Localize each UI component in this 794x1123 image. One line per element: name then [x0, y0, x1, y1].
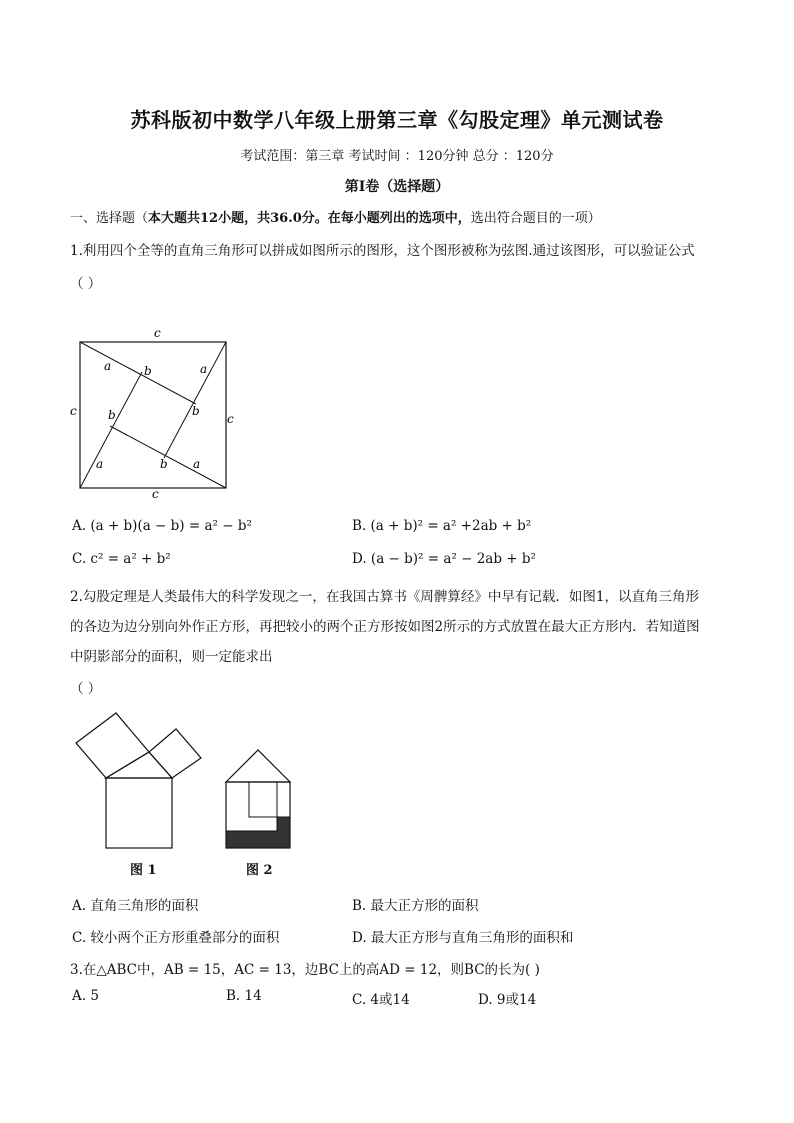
q1-option-a[interactable]: A. (a + b)(a − b) = a² − b²: [72, 518, 252, 534]
label-a-1: a: [104, 359, 112, 373]
label-a-4: a: [193, 457, 201, 471]
q3-option-c[interactable]: C. 4或14: [352, 992, 410, 1008]
label-c-left: c: [70, 404, 77, 418]
q2-stem-line2: 的各边为边分别向外作正方形，再把较小的两个正方形按如图2所示的方式放置在最大正方形内．若知道图: [70, 619, 700, 635]
section-bold: 本大题共12小题，共36.0分。在每小题列出的选项中，: [148, 211, 471, 226]
section-heading: [70, 207, 601, 226]
q2-figure-2-caption: 图 2: [246, 863, 273, 878]
q2-stem-line1: 2.勾股定理是人类最伟大的科学发现之一，在我国古算书《周髀算经》中早有记载．如图1，以直角三角形: [70, 589, 699, 605]
label-b-2: b: [192, 404, 200, 418]
exam-title: 苏科版初中数学八年级上册第三章《勾股定理》单元测试卷: [130, 108, 664, 132]
label-b-3: b: [108, 408, 116, 422]
q2-option-a[interactable]: A. 直角三角形的面积: [72, 898, 199, 914]
q1-option-d[interactable]: D. (a − b)² = a² − 2ab + b²: [352, 551, 536, 567]
section-prefix: 一、选择题（: [70, 211, 149, 226]
label-c-top: c: [154, 326, 161, 340]
section-suffix: 选出符合题目的一项）: [470, 211, 601, 226]
q3-option-b[interactable]: B. 14: [226, 988, 262, 1004]
label-a-2: a: [200, 362, 208, 376]
q2-option-b[interactable]: B. 最大正方形的面积: [352, 898, 479, 914]
q2-figure-2: [222, 745, 297, 855]
q2-paren: （ ）: [70, 681, 102, 697]
q1-option-b[interactable]: B. (a + b)² = a² +2ab + b²: [352, 518, 532, 534]
label-b-4: b: [160, 457, 168, 471]
q1-stem: 1.利用四个全等的直角三角形可以拼成如图所示的图形，这个图形被称为弦图.通过该图形，可以验证公式: [70, 243, 695, 259]
label-a-3: a: [96, 457, 104, 471]
q2-figure-1: [70, 705, 220, 853]
q3-option-d[interactable]: D. 9或14: [478, 992, 537, 1008]
q3-stem: 3.在△ABC中，AB = 15，AC = 13，边BC上的高AD = 12，则BC的长为( ): [70, 962, 540, 978]
q1-option-c[interactable]: C. c² = a² + b²: [72, 551, 171, 567]
exam-info: 考试范围：第三章 考试时间 ：120分钟 总分 ：120分: [240, 149, 554, 164]
part-heading: 第Ⅰ卷（选择题）: [344, 179, 450, 195]
q2-figure-1-caption: 图 1: [130, 863, 157, 878]
q1-figure-xian-diagram: [70, 325, 245, 500]
q3-option-a[interactable]: A. 5: [72, 988, 99, 1004]
q2-option-d[interactable]: D. 最大正方形与直角三角形的面积和: [352, 930, 574, 946]
q2-option-c[interactable]: C. 较小两个正方形重叠部分的面积: [72, 930, 280, 946]
label-c-right: c: [227, 412, 234, 426]
q2-stem-line3: 中阴影部分的面积，则一定能求出: [70, 649, 273, 665]
label-b-1: b: [144, 364, 152, 378]
q1-paren: （ ）: [70, 276, 102, 292]
label-c-bottom: c: [152, 487, 159, 500]
